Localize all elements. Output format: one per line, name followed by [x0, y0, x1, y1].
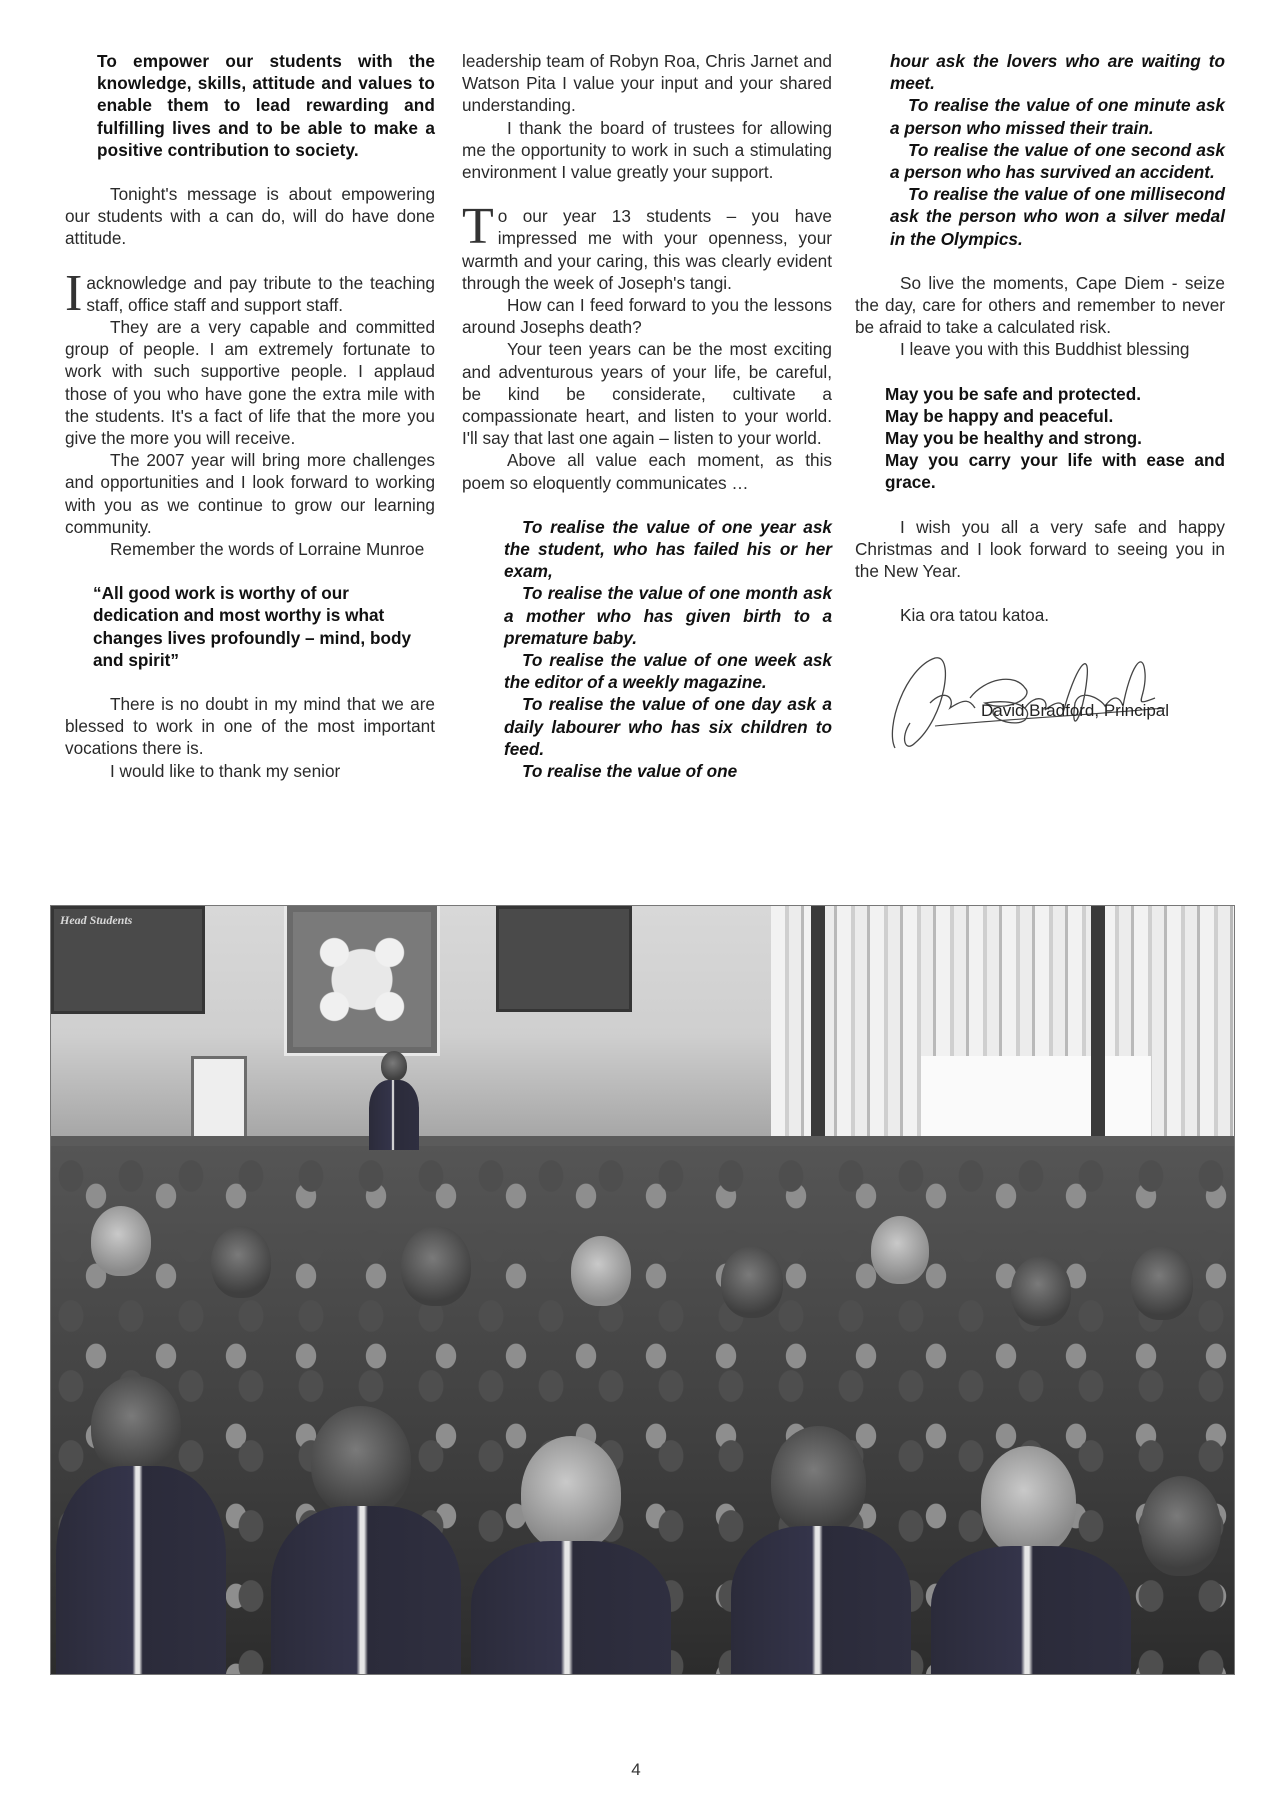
student-head: [311, 1406, 411, 1516]
student-head: [1141, 1476, 1221, 1576]
paragraph-teen-years: Your teen years can be the most exciting and adventurous years of your life, be careful, be kind be considerate, cultivate a compassionate heart, and listen to your world. I'll say that last one again – listen to your world.: [462, 339, 832, 449]
student-uniform: [931, 1546, 1131, 1675]
assembly-photo: [50, 905, 1235, 1675]
poem-stanza: To realise the value of one month ask a mother who has given birth to a premature baby.: [504, 583, 832, 648]
student-head: [401, 1226, 471, 1306]
poem-stanza: To realise the value of one: [522, 761, 738, 782]
board-label: Head Students: [60, 913, 133, 927]
standing-person-body: [369, 1080, 419, 1150]
blessing-line: May you be healthy and strong.: [885, 428, 1142, 449]
paragraph-buddhist-intro: I leave you with this Buddhist blessing: [900, 339, 1190, 360]
buddhist-blessing: [885, 383, 1225, 494]
paragraph-acknowledge: [65, 264, 435, 322]
paragraph-thank-start: I would like to thank my senior: [110, 760, 341, 781]
student-head: [571, 1236, 631, 1306]
hanging-quilt: [287, 906, 437, 1053]
paragraph-capable: They are a very capable and committed group of people. I am extremely fortunate to work with such supportive people. I applaud those of you who have gone the extra mile with the students. It's a fact of life that the more you give the more you will receive.: [65, 317, 435, 449]
student-head: [871, 1216, 929, 1284]
student-head: [521, 1436, 621, 1551]
poem-stanza: To realise the value of one minute ask a person who missed their train.: [890, 95, 1225, 138]
student-head: [981, 1446, 1076, 1556]
blessing-line: May you carry your life with ease and grace.: [885, 450, 1225, 493]
poem-stanza: To realise the value of one day ask a daily labourer who has six children to feed.: [504, 694, 832, 759]
honours-board-left: [51, 906, 205, 1014]
mission-statement: To empower our students with the knowledge, skills, attitude and values to enable them to lead rewarding and fulfilling lives and to be able to make a positive contribution to society.: [97, 51, 435, 160]
standing-person: [381, 1051, 407, 1081]
paragraph-above-all: Above all value each moment, as this poem so eloquently communicates …: [462, 450, 832, 493]
student-head: [1131, 1246, 1193, 1320]
poem-stanza: hour ask the lovers who are waiting to meet.: [890, 51, 1225, 94]
paragraph-thank-continued: leadership team of Robyn Roa, Chris Jarnet and Watson Pita I value your input and your shared understanding.: [462, 51, 832, 116]
poem-stanza: To realise the value of one second ask a person who has survived an accident.: [890, 139, 1225, 183]
paragraph-no-doubt: There is no doubt in my mind that we are blessed to work in one of the most important vocations there is.: [65, 694, 435, 759]
signature-scribble: [875, 628, 1175, 758]
paragraph-feed-forward: How can I feed forward to you the lessons around Josephs death?: [462, 295, 832, 338]
quote-lorraine-munroe: “All good work is worthy of our dedication and most worthy is what changes lives profoundly – mind, body and spirit”: [93, 583, 412, 670]
blessing-line: May be happy and peaceful.: [885, 405, 1114, 426]
paragraph-live-moments: So live the moments, Cape Diem - seize the day, care for others and remember to never be afraid to take a calculated risk.: [855, 272, 1225, 338]
paragraph-year13-text: o our year 13 students – you have impressed me with your openness, your warmth and your caring, this was clearly evident through the week of Joseph's tangi.: [462, 206, 832, 293]
paragraph-year13: [462, 198, 832, 294]
drop-cap-t: T: [462, 198, 494, 256]
column-2: [462, 50, 832, 782]
signature-block: [855, 638, 1225, 748]
student-head: [91, 1206, 151, 1276]
column-1: [65, 50, 435, 782]
poem-part-1: [504, 516, 832, 782]
signature-name: David Bradford, Principal: [981, 701, 1170, 721]
poem-stanza: To realise the value of one year ask the student, who has failed his or her exam,: [504, 516, 832, 582]
student-uniform: [271, 1506, 461, 1675]
student-uniform: [56, 1466, 226, 1675]
paragraph-remember: Remember the words of Lorraine Munroe: [110, 539, 425, 560]
paragraph-2007: The 2007 year will bring more challenges and opportunities and I look forward to working with you as we continue to grow our learning community.: [65, 450, 435, 537]
poem-stanza: To realise the value of one millisecond ask the person who won a silver medal in the Olympics.: [890, 184, 1225, 249]
column-3: [855, 50, 1225, 748]
blessing-line: May you be safe and protected.: [885, 383, 1141, 404]
student-uniform: [731, 1526, 911, 1675]
student-head: [1011, 1256, 1071, 1326]
paragraph-acknowledge-text: acknowledge and pay tribute to the teaching staff, office staff and support staff.: [86, 272, 435, 315]
student-crowd: [51, 1146, 1234, 1674]
student-head: [211, 1226, 271, 1298]
student-head: [91, 1376, 181, 1476]
closing-kia-ora: Kia ora tatou katoa.: [900, 605, 1050, 626]
drop-cap-i: I: [65, 264, 83, 322]
paragraph-tonight: Tonight's message is about empowering our students with a can do, will do have done attitude.: [65, 184, 435, 249]
student-head: [771, 1426, 866, 1536]
poem-stanza: To realise the value of one week ask the editor of a weekly magazine.: [504, 650, 832, 693]
honours-board-right: [496, 906, 632, 1012]
paragraph-christmas-wish: I wish you all a very safe and happy Christmas and I look forward to seeing you in the New Year.: [855, 516, 1225, 582]
page-number: 4: [631, 1760, 641, 1779]
student-uniform: [471, 1541, 671, 1675]
student-head: [721, 1246, 783, 1318]
poem-part-2: [890, 50, 1225, 250]
paragraph-board: I thank the board of trustees for allowing me the opportunity to work in such a stimulating environment I value greatly your support.: [462, 117, 832, 183]
